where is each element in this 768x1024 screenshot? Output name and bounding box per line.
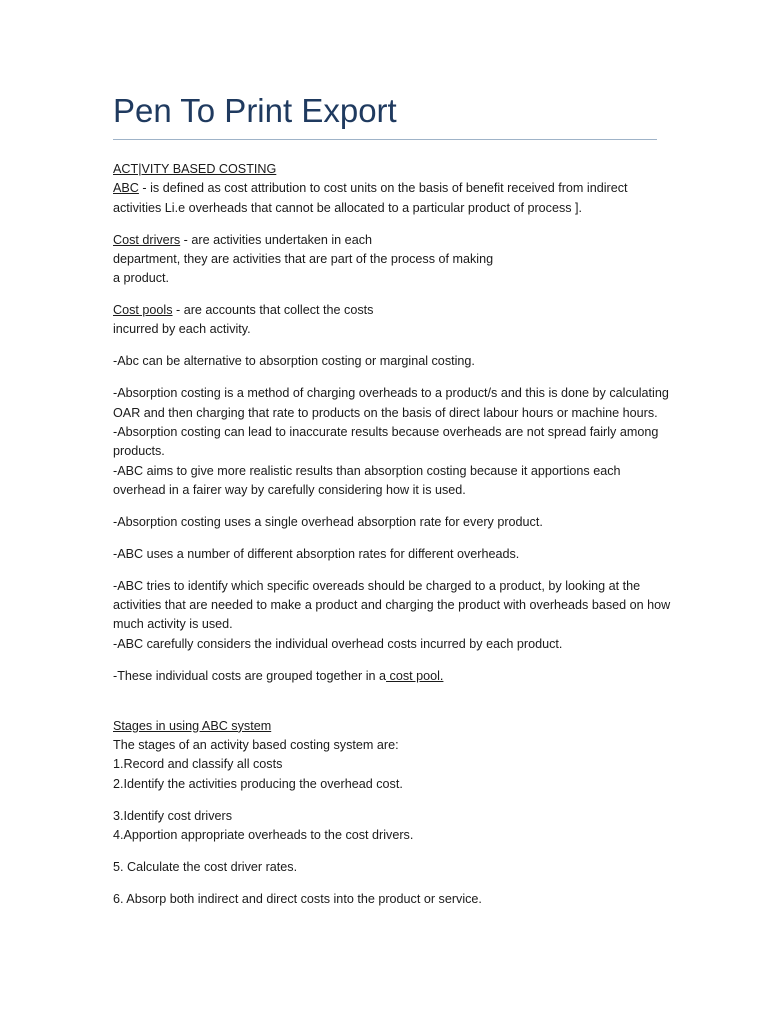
paragraph-number-rates: -ABC uses a number of different absorption rates for different overheads.	[113, 546, 520, 561]
paragraph-considers: -ABC carefully considers the individual overhead costs incurred by each product.	[113, 636, 563, 651]
cost-pools-line-1: - are accounts that collect the costs	[172, 303, 374, 318]
stages-heading: Stages in using ABC system	[113, 718, 272, 733]
paragraph-identify: -ABC tries to identify which specific overeads should be charged to a product, by looking at the activities that are needed to make a product and charging the product with overheads based on how much activity is used.	[113, 578, 671, 632]
stage-4: 4.Apportion appropriate overheads to the cost drivers.	[113, 827, 414, 842]
paragraph-absorption-3: -ABC aims to give more realistic results than absorption costing because it apportions each overhead in a fairer way by carefully considering how it is used.	[113, 463, 621, 497]
cost-drivers-line-2: department, they are activities that are part of the process of making	[113, 251, 494, 266]
paragraph-single-rate: -Absorption costing uses a single overhead absorption rate for every product.	[113, 514, 543, 529]
stage-3: 3.Identify cost drivers	[113, 808, 232, 823]
paragraph-alternative: -Abc can be alternative to absorption costing or marginal costing.	[113, 354, 475, 369]
grouped-prefix: -These individual costs are grouped together in a	[113, 668, 387, 683]
page-title: Pen To Print Export	[113, 92, 397, 129]
document-body	[113, 160, 673, 922]
abc-section	[113, 160, 673, 218]
cost-drivers-line-3: a product.	[113, 271, 170, 286]
stages-intro: The stages of an activity based costing system are:	[113, 738, 399, 753]
title-divider	[113, 139, 657, 140]
spacer	[113, 699, 673, 717]
cost-drivers-line-1: - are activities undertaken in each	[180, 232, 372, 247]
stage-1: 1.Record and classify all costs	[113, 757, 283, 772]
paragraph-absorption-2: -Absorption costing can lead to inaccurate results because overheads are not spread fairly among products.	[113, 425, 659, 459]
identify-paragraphs	[113, 577, 673, 654]
cost-drivers-definition	[113, 231, 673, 289]
term-abc: ABC	[113, 181, 139, 196]
paragraph-absorption-1: -Absorption costing is a method of charging overheads to a product/s and this is done by calculating OAR and then charging that rate to products on the basis of direct labour hours or machine hours.	[113, 386, 669, 420]
absorption-paragraphs	[113, 384, 673, 500]
paragraph-grouped	[113, 667, 673, 686]
stage-2: 2.Identify the activities producing the overhead cost.	[113, 776, 403, 791]
cost-pools-line-2: incurred by each activity.	[113, 322, 251, 337]
term-cost-pools: Cost pools	[113, 303, 173, 318]
section-heading-abc: ACT|VITY BASED COSTING	[113, 162, 277, 176]
stages-section	[113, 717, 673, 794]
abc-definition: - is defined as cost attribution to cost units on the basis of benefit received from indirect activities Li.e overheads that cannot be allocated to a particular product of process ].	[113, 181, 628, 215]
stage-6: 6. Absorp both indirect and direct costs into the product or service.	[113, 891, 482, 906]
term-cost-drivers: Cost drivers	[113, 232, 181, 247]
stages-3-4	[113, 807, 673, 846]
cost-pool-link: cost pool.	[386, 668, 444, 683]
cost-pools-definition	[113, 301, 673, 340]
stage-5: 5. Calculate the cost driver rates.	[113, 859, 298, 874]
